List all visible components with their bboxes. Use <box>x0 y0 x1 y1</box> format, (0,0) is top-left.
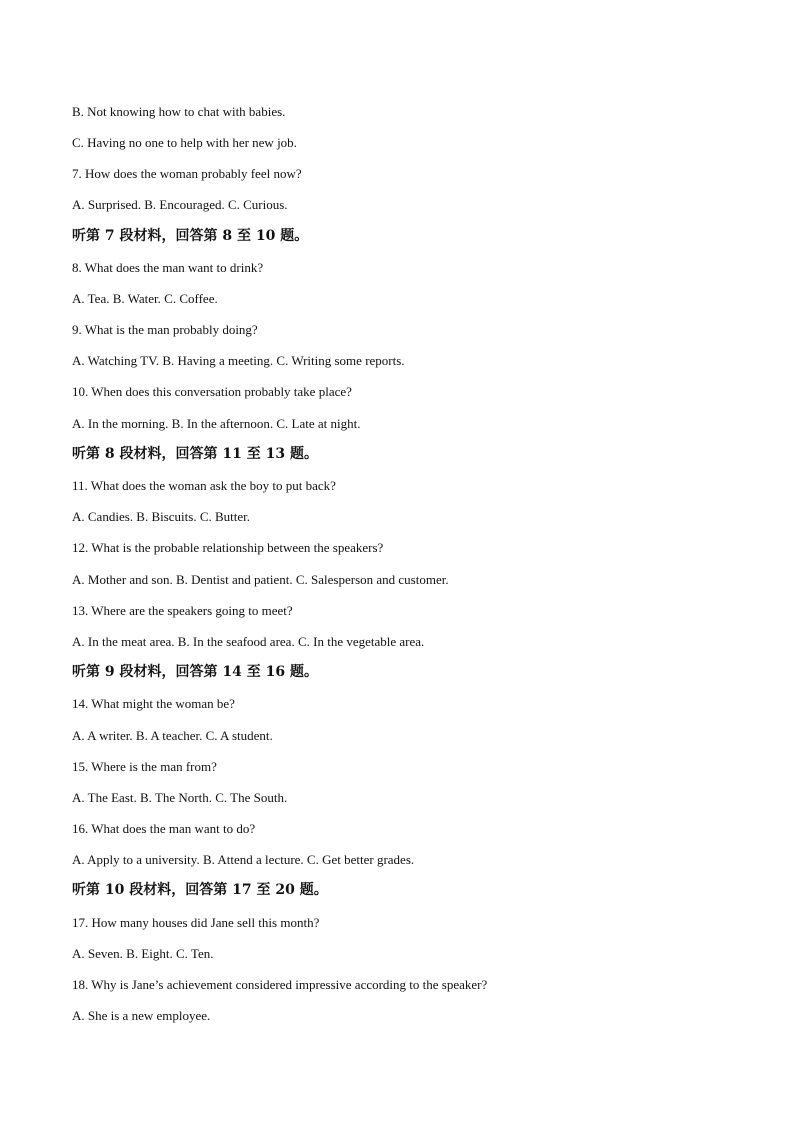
question-line: 14. What might the woman be? <box>72 696 235 711</box>
question-line: 17. How many houses did Jane sell this month? <box>72 915 320 930</box>
question-line: 16. What does the man want to do? <box>72 821 256 836</box>
option-line: A. Seven. B. Eight. C. Ten. <box>72 946 214 961</box>
question-line: 8. What does the man want to drink? <box>72 260 264 275</box>
question-line: 18. Why is Jane’s achievement considered impressive according to the speaker? <box>72 977 488 992</box>
section-heading: 听第 10 段材料，回答第 17 至 20 题。 <box>72 882 328 898</box>
option-line: B. Not knowing how to chat with babies. <box>72 104 286 119</box>
question-line: 13. Where are the speakers going to meet? <box>72 603 293 618</box>
option-line: A. Tea. B. Water. C. Coffee. <box>72 291 218 306</box>
option-line: A. In the morning. B. In the afternoon. C. Late at night. <box>72 416 361 431</box>
option-line: A. Candies. B. Biscuits. C. Butter. <box>72 509 251 524</box>
question-line: 15. Where is the man from? <box>72 759 217 774</box>
question-line: 12. What is the probable relationship between the speakers? <box>72 540 384 555</box>
option-line: A. She is a new employee. <box>72 1008 211 1023</box>
option-line: A. A writer. B. A teacher. C. A student. <box>72 728 273 743</box>
option-line: A. Watching TV. B. Having a meeting. C. Writing some reports. <box>72 353 405 368</box>
section-heading: 听第 9 段材料，回答第 14 至 16 题。 <box>72 664 318 680</box>
option-line: A. Surprised. B. Encouraged. C. Curious. <box>72 197 288 212</box>
option-line: A. The East. B. The North. C. The South. <box>72 790 288 805</box>
option-line: A. Mother and son. B. Dentist and patient. C. Salesperson and customer. <box>72 572 449 587</box>
question-line: 10. When does this conversation probably take place? <box>72 384 352 399</box>
question-line: 11. What does the woman ask the boy to put back? <box>72 478 336 493</box>
section-heading: 听第 8 段材料，回答第 11 至 13 题。 <box>72 446 318 462</box>
option-line: C. Having no one to help with her new job. <box>72 135 297 150</box>
section-heading: 听第 7 段材料，回答第 8 至 10 题。 <box>72 228 309 244</box>
option-line: A. In the meat area. B. In the seafood area. C. In the vegetable area. <box>72 634 425 649</box>
option-line: A. Apply to a university. B. Attend a lecture. C. Get better grades. <box>72 852 415 867</box>
question-line: 9. What is the man probably doing? <box>72 322 258 337</box>
question-line: 7. How does the woman probably feel now? <box>72 166 302 181</box>
